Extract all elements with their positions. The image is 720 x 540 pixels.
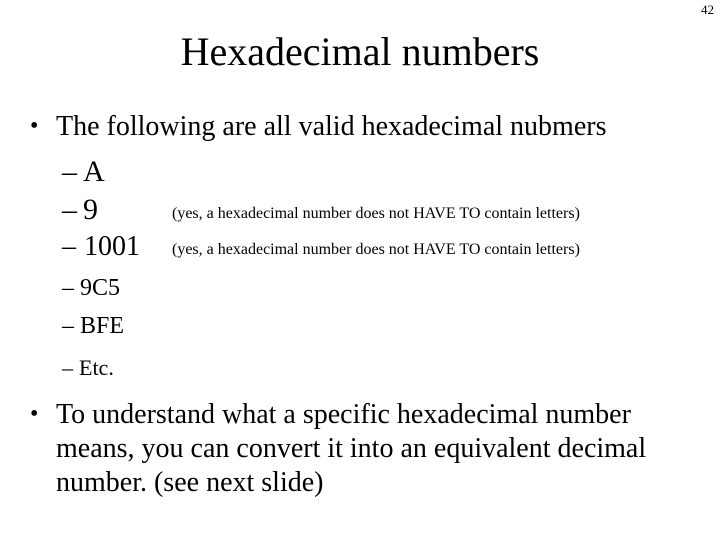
dash-icon: – xyxy=(62,275,74,301)
hex-value: A xyxy=(83,155,105,188)
list-item xyxy=(62,313,124,340)
list-item xyxy=(62,355,114,381)
hex-value: 9 xyxy=(83,193,98,226)
slide-number: 42 xyxy=(701,2,714,17)
list-item xyxy=(62,193,98,227)
bullet-text: To understand what a specific hexadecimal number means, you can convert it into an equivalent decimal number. (see next slide) xyxy=(56,399,647,499)
hex-value: BFE xyxy=(80,313,125,339)
bullet-convert xyxy=(30,398,670,500)
hex-value: 1001 xyxy=(84,231,140,262)
dash-icon: – xyxy=(62,231,76,262)
bullet-dot-icon: • xyxy=(30,401,39,427)
bullet-dot-icon: • xyxy=(30,113,39,139)
dash-icon: – xyxy=(62,313,74,339)
hex-note: (yes, a hexadecimal number does not HAVE TO contain letters) xyxy=(172,241,580,258)
dash-icon: – xyxy=(62,355,73,380)
list-item xyxy=(62,231,140,263)
hex-note: (yes, a hexadecimal number does not HAVE TO contain letters) xyxy=(172,205,580,222)
slide-title: Hexadecimal numbers xyxy=(180,29,540,74)
hex-value: Etc. xyxy=(79,355,114,380)
list-item xyxy=(62,155,105,189)
bullet-text: The following are all valid hexadecimal nubmers xyxy=(56,111,607,142)
dash-icon: – xyxy=(62,193,77,226)
bullet-valid-hex xyxy=(30,110,606,144)
list-item xyxy=(62,275,120,302)
dash-icon: – xyxy=(62,155,77,188)
hex-value: 9C5 xyxy=(80,275,121,301)
